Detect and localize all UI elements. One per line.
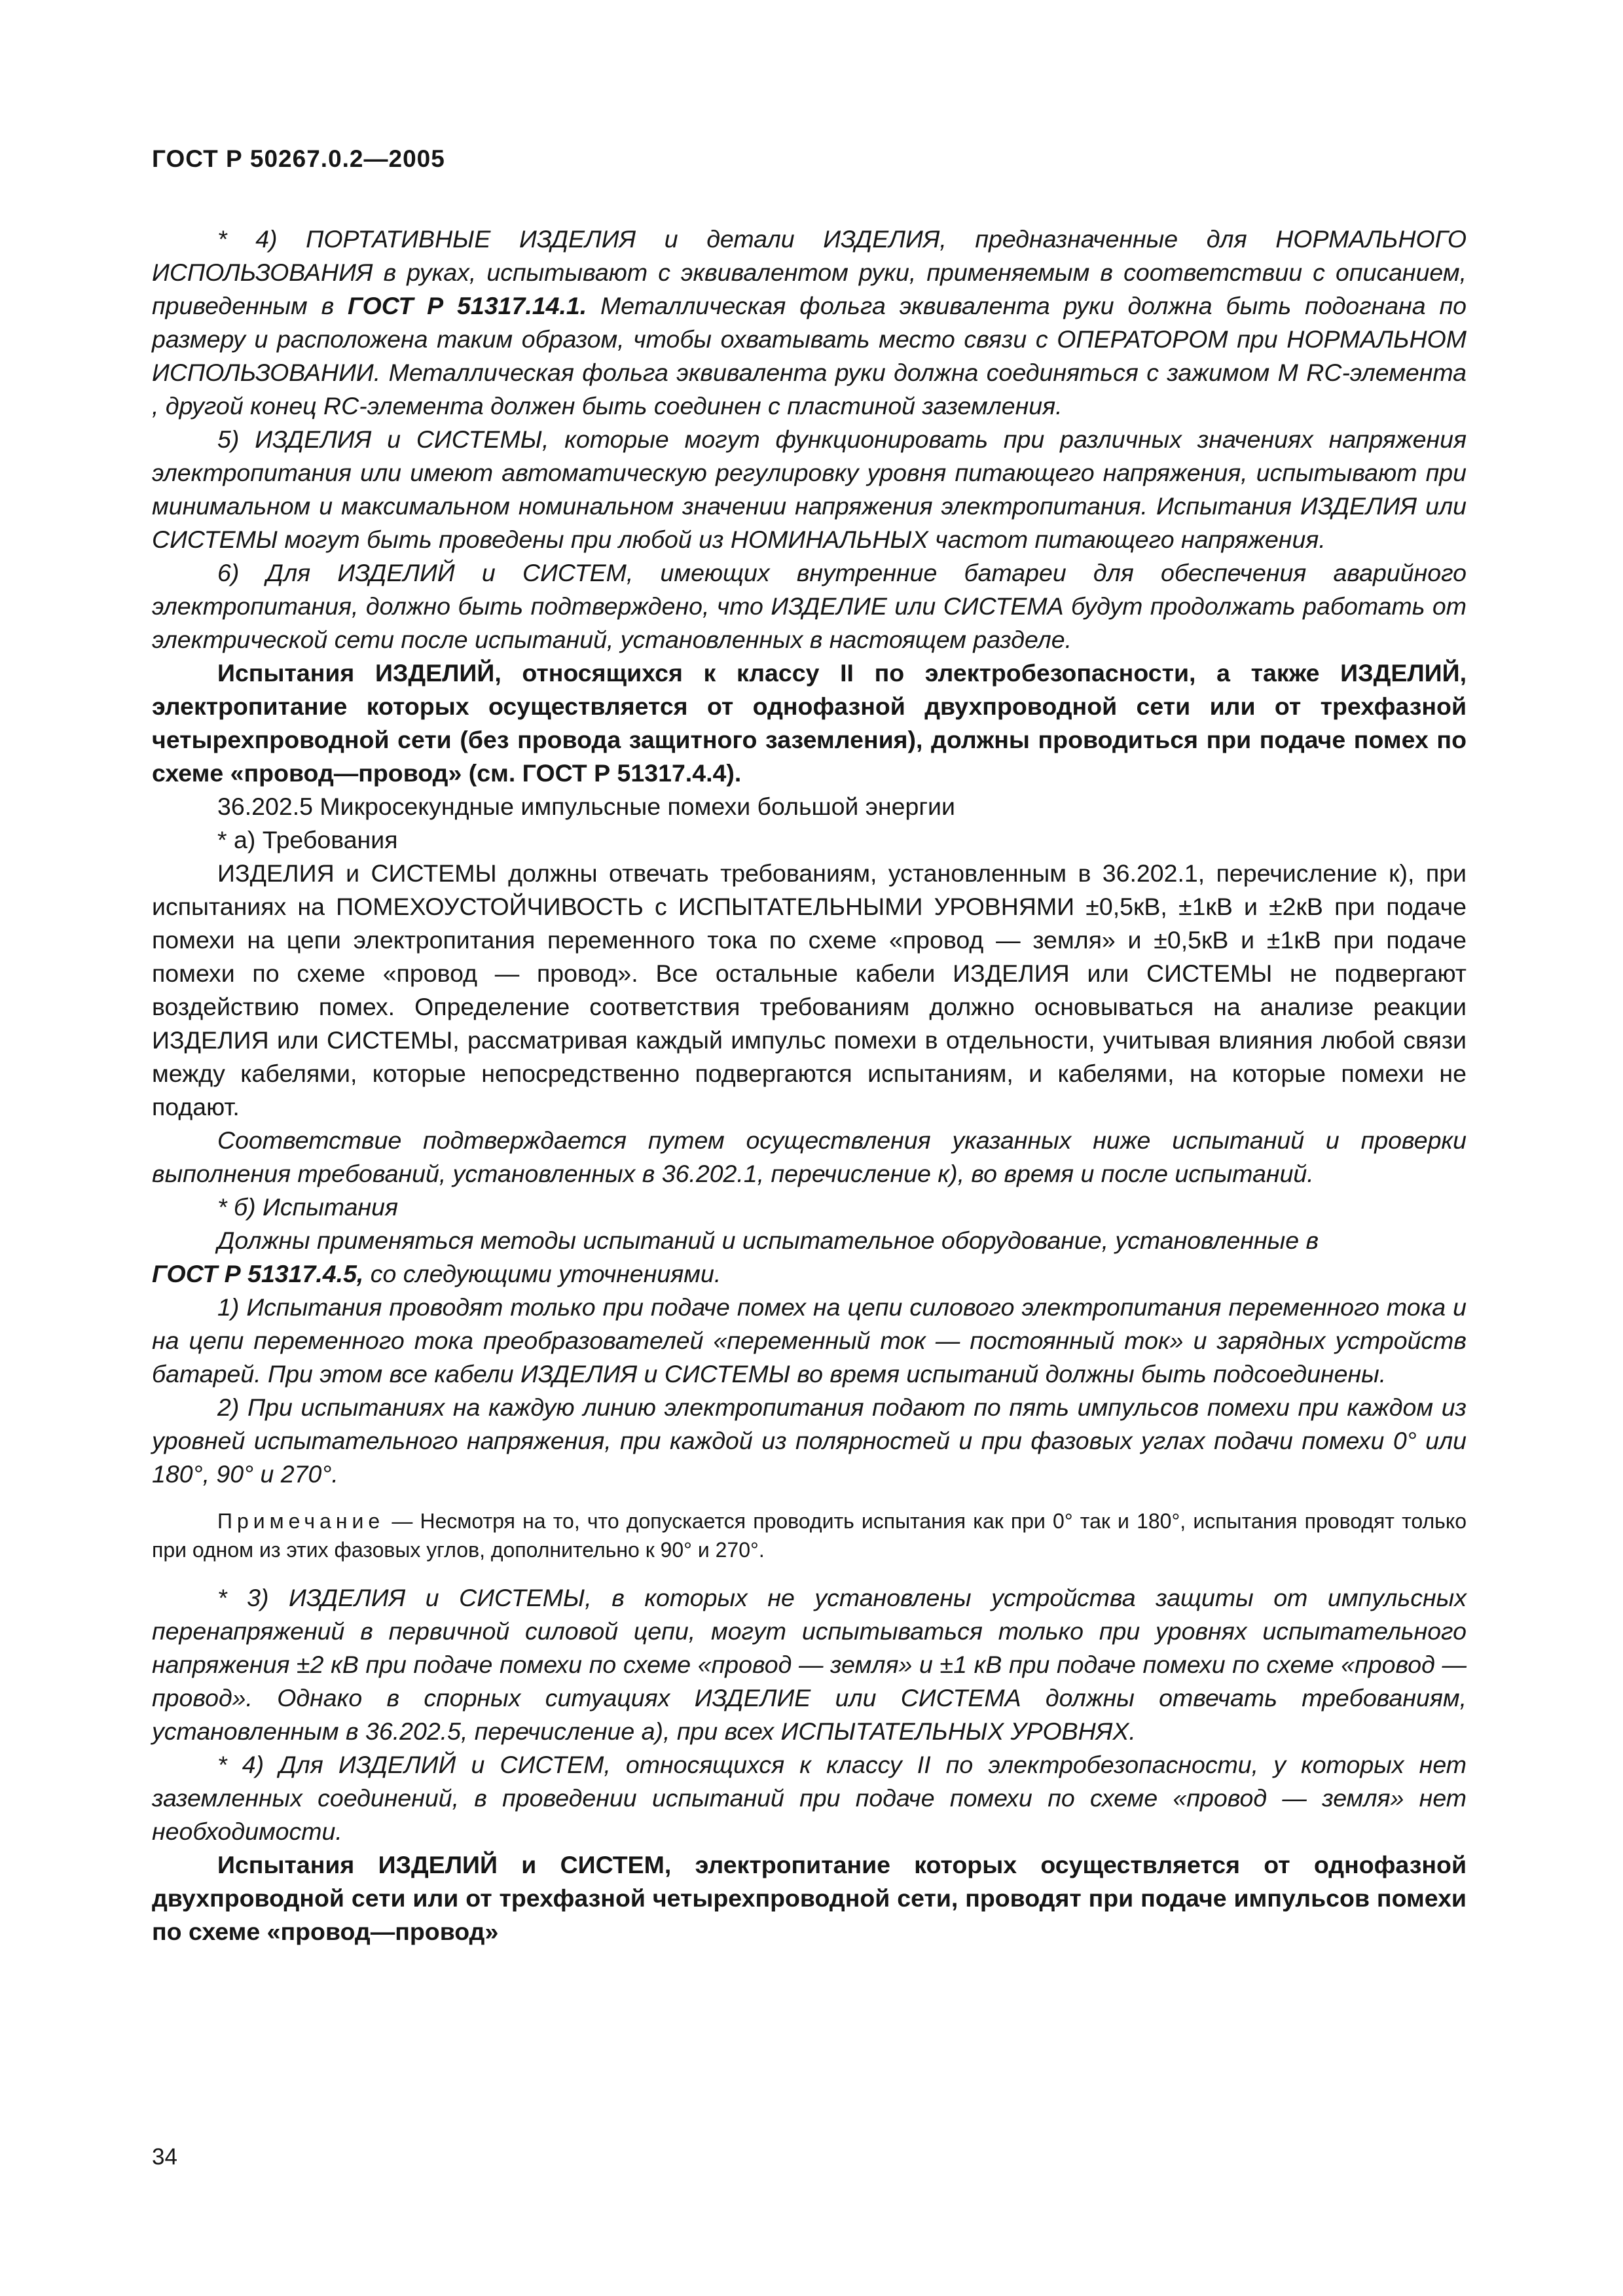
page-number: 34 [152,2144,177,2170]
paragraph-internal-batteries: 6) Для ИЗДЕЛИЙ и СИСТЕМ, имеющих внутренние батареи для обеспечения аварийного электропитания, должно быть подтверждено, что ИЗДЕЛИЕ или СИСТЕМА будут продолжать работать от электрической сети после испытаний, установленных в настоящем разделе. [152,559,1467,653]
list-item-1: 1) Испытания проводят только при подаче помех на цепи силового электропитания переменного тока и на цепи переменного тока преобразователей «переменный ток — постоянный ток» и зарядных устройств батарей. При этом все кабели ИЗДЕЛИЯ и СИСТЕМЫ во время испытаний должны быть подсоединены. [152,1293,1467,1388]
list-item-3: * 3) ИЗДЕЛИЯ и СИСТЕМЫ, в которых не установлены устройства защиты от импульсных перенапряжений в первичной силовой цепи, могут испытываться только при уровнях испытательного напряжения ±2 кВ при подаче помехи по схеме «провод — земля» и ±1 кВ при подаче помехи по схеме «провод — провод». Однако в спорных ситуациях ИЗДЕЛИЕ или СИСТЕМА должны отвечать требованиям, установленным в 36.202.5, перечисление а), при всех ИСПЫТАТЕЛЬНЫХ УРОВНЯХ. [152,1584,1467,1745]
paragraph-requirements-text: ИЗДЕЛИЯ и СИСТЕМЫ должны отвечать требованиям, установленным в 36.202.1, перечисление к), при испытаниях на ПОМЕХОУСТОЙЧИВОСТЬ с ИСПЫТАТЕЛЬНЫМИ УРОВНЯМИ ±0,5кВ, ±1кВ и ±2кВ при подаче помехи на цепи электропитания переменного тока по схеме «провод — земля» и ±0,5кВ и ±1кВ при подаче помехи по схеме «провод — провод». Все остальные кабели ИЗДЕЛИЯ или СИСТЕМЫ не подвергают воздействию помех. Определение соответствия требованиям должно основываться на анализе реакции ИЗДЕЛИЯ или СИСТЕМЫ, рассматривая каждый импульс помехи в отдельности, учитывая влияния любой связи между кабелями, которые непосредственно подвергаются испытаниям, и кабелями, на которые помехи не подают. [152,859,1467,1121]
note [152,1507,1467,1564]
standard-reference: ГОСТ Р 51317.14.1. [348,292,587,319]
section-heading-36-202-5: 36.202.5 Микросекундные импульсные помехи большой энергии [217,793,955,820]
document-body [152,223,1467,1948]
paragraph-text: со следующими уточнениями. [363,1260,721,1287]
standard-reference: ГОСТ Р 51317.4.5, [152,1260,364,1287]
paragraph-text: Металлическая фольга эквивалента руки должна быть подогнана по размеру и расположена таким образом, чтобы охватывать место связи с ОПЕРАТОРОМ при НОРМАЛЬНОМ ИСПОЛЬЗОВАНИИ. Металлическая фольга эквивалента руки должна соединяться с зажимом M RC-элемента , другой конец RC-элемента должен быть соединен с пластиной заземления. [152,292,1467,420]
paragraph-text: * 4) ПОРТАТИВНЫЕ ИЗДЕЛИЯ и детали ИЗДЕЛИЯ, предназначенные для НОРМАЛЬНОГО ИСПОЛЬЗОВАНИЯ в руках, испытывают с эквивалентом руки, применяемым в соответствии с описанием, приведенным в [152,225,1467,319]
paragraph-test-methods: Должны применяться методы испытаний и испытательное оборудование, установленные в [217,1227,1319,1254]
paragraph-compliance: Соответствие подтверждается путем осуществления указанных ниже испытаний и проверки выполнения требований, установленных в 36.202.1, перечисление к), во время и после испытаний. [152,1126,1467,1187]
paragraph-supply-voltage: 5) ИЗДЕЛИЯ и СИСТЕМЫ, которые могут функционировать при различных значениях напряжения электропитания или имеют автоматическую регулировку уровня питающего напряжения, испытывают при минимальном и максимальном номинальном значении напряжения электропитания. Испытания ИЗДЕЛИЯ или СИСТЕМЫ могут быть проведены при любой из НОМИНАЛЬНЫХ частот питающего напряжения. [152,425,1467,553]
paragraph-line-to-line-tests: Испытания ИЗДЕЛИЙ и СИСТЕМ, электропитание которых осуществляется от однофазной двухпроводной сети или от трехфазной четырехпроводной сети, проводят при подаче импульсов помехи по схеме «провод—провод» [152,1851,1467,1945]
list-item-4: * 4) Для ИЗДЕЛИЙ и СИСТЕМ, относящихся к классу II по электробезопасности, у которых нет заземленных соединений, в проведении испытаний при подаче помехи по схеме «провод — земля» нет необходимости. [152,1751,1467,1845]
paragraph-portable-devices [152,223,1467,423]
paragraph-test-methods-continued [152,1257,1467,1291]
subheading-requirements: * а) Требования [217,826,398,853]
paragraph-class-ii-tests: Испытания ИЗДЕЛИЙ, относящихся к классу II по электробезопасности, а также ИЗДЕЛИЙ, электропитание которых осуществляется от однофазной двухпроводной сети или от трехфазной четырехпроводной сети (без провода защитного заземления), должны проводиться при подаче помех по схеме «провод—провод» (см. ГОСТ Р 51317.4.4). [152,659,1467,787]
list-item-2: 2) При испытаниях на каждую линию электропитания подают по пять импульсов помехи при каждом из уровней испытательного напряжения, при каждой из полярностей и при фазовых углах подачи помехи 0° или 180°, 90° и 270°. [152,1393,1467,1488]
subheading-tests: * б) Испытания [217,1193,399,1221]
note-label: Примечание [217,1509,385,1533]
document-header: ГОСТ Р 50267.0.2—2005 [152,145,445,172]
note-text: — Несмотря на то, что допускается проводить испытания как при 0° так и 180°, испытания проводят только при одном из этих фазовых углов, дополнительно к 90° и 270°. [152,1509,1467,1562]
